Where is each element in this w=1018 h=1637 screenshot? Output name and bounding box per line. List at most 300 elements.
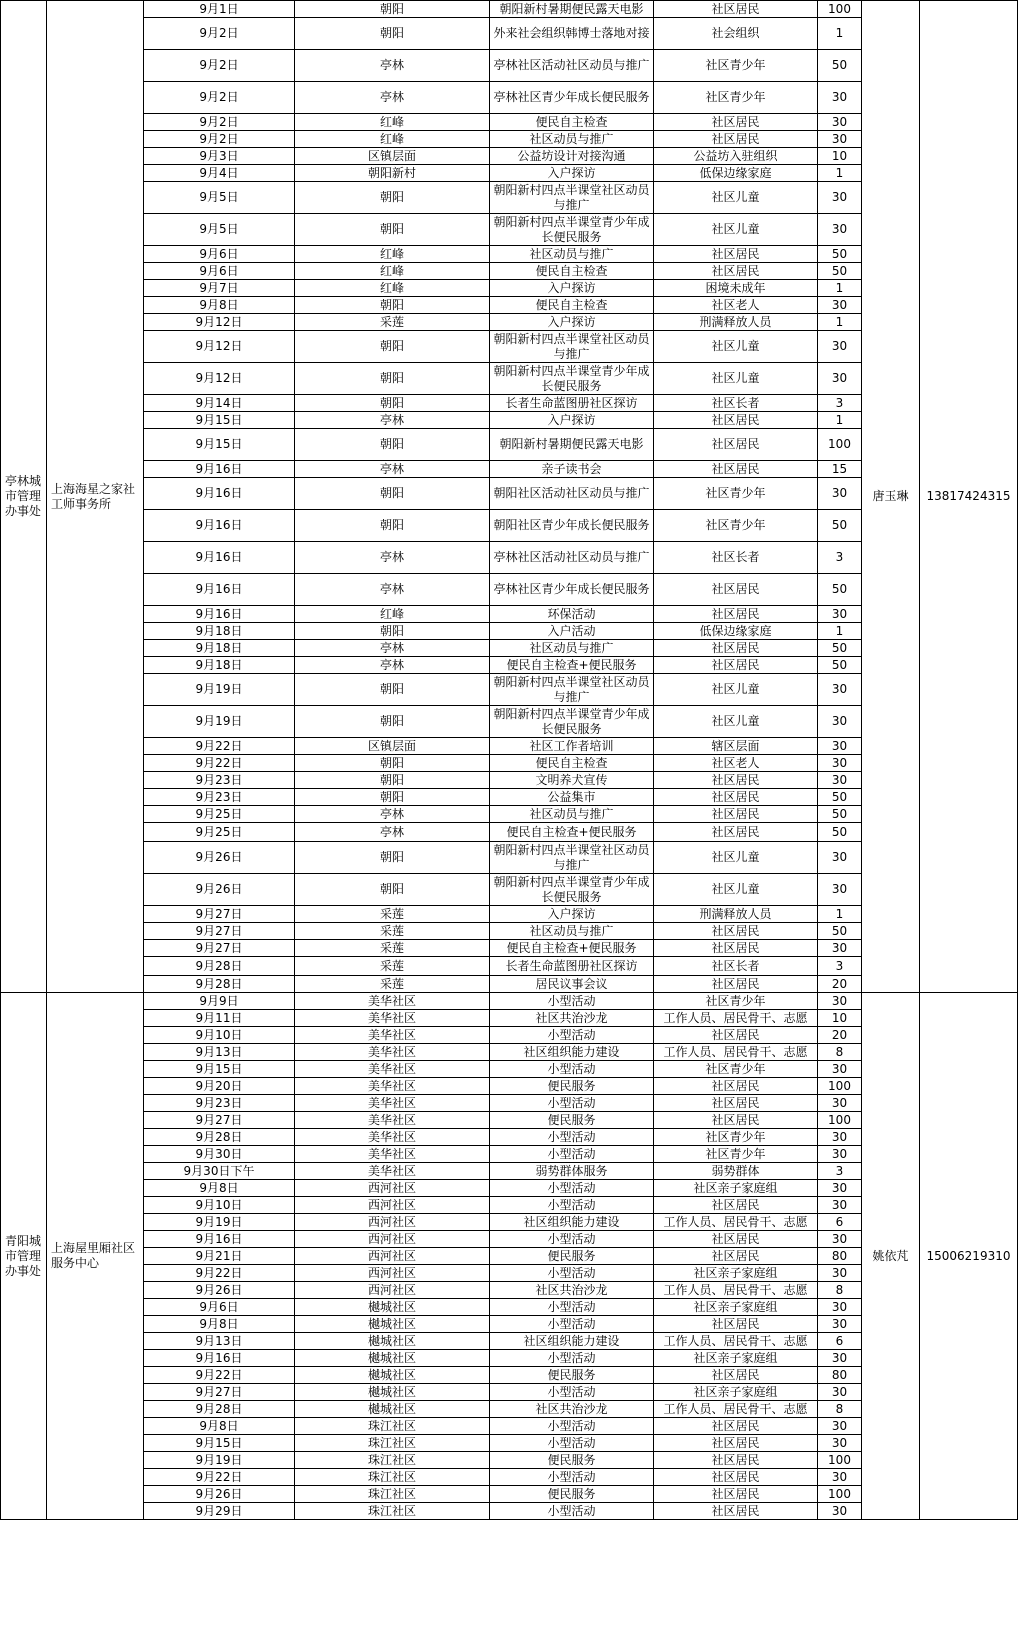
activity-cell: 社区共治沙龙 xyxy=(490,1401,654,1418)
participant-count-cell: 50 xyxy=(818,510,862,542)
participant-count-cell: 100 xyxy=(818,1078,862,1095)
participant-count-cell: 30 xyxy=(818,842,862,874)
audience-cell: 社区亲子家庭组 xyxy=(654,1180,818,1197)
location-cell: 朝阳 xyxy=(295,1,490,18)
participant-count-cell: 20 xyxy=(818,1027,862,1044)
participant-count-cell: 30 xyxy=(818,1197,862,1214)
date-cell: 9月23日 xyxy=(144,772,295,789)
date-cell: 9月15日 xyxy=(144,1061,295,1078)
date-cell: 9月25日 xyxy=(144,823,295,842)
audience-cell: 社区居民 xyxy=(654,114,818,131)
audience-cell: 工作人员、居民骨干、志愿 xyxy=(654,1401,818,1418)
date-cell: 9月26日 xyxy=(144,1282,295,1299)
date-cell: 9月16日 xyxy=(144,510,295,542)
location-cell: 采莲 xyxy=(295,957,490,976)
audience-cell: 社区亲子家庭组 xyxy=(654,1299,818,1316)
audience-cell: 社区居民 xyxy=(654,1367,818,1384)
audience-cell: 社区居民 xyxy=(654,574,818,606)
participant-count-cell: 30 xyxy=(818,182,862,214)
activity-cell: 小型活动 xyxy=(490,1231,654,1248)
location-cell: 美华社区 xyxy=(295,1129,490,1146)
audience-cell: 社区青少年 xyxy=(654,478,818,510)
participant-count-cell: 30 xyxy=(818,940,862,957)
date-cell: 9月16日 xyxy=(144,461,295,478)
location-cell: 朝阳 xyxy=(295,755,490,772)
participant-count-cell: 10 xyxy=(818,148,862,165)
date-cell: 9月22日 xyxy=(144,1265,295,1282)
location-cell: 红峰 xyxy=(295,114,490,131)
activity-cell: 小型活动 xyxy=(490,1503,654,1520)
location-cell: 珠江社区 xyxy=(295,1418,490,1435)
organization-cell: 上海海星之家社工师事务所 xyxy=(47,1,144,993)
activity-cell: 便民服务 xyxy=(490,1486,654,1503)
location-cell: 朝阳 xyxy=(295,772,490,789)
audience-cell: 工作人员、居民骨干、志愿 xyxy=(654,1044,818,1061)
date-cell: 9月2日 xyxy=(144,18,295,50)
activity-cell: 社区组织能力建设 xyxy=(490,1214,654,1231)
location-cell: 朝阳 xyxy=(295,510,490,542)
activity-cell: 亭林社区活动社区动员与推广 xyxy=(490,542,654,574)
activity-cell: 便民服务 xyxy=(490,1112,654,1129)
date-cell: 9月12日 xyxy=(144,363,295,395)
activity-cell: 小型活动 xyxy=(490,1146,654,1163)
audience-cell: 低保边缘家庭 xyxy=(654,623,818,640)
participant-count-cell: 1 xyxy=(818,18,862,50)
activity-cell: 便民自主检查 xyxy=(490,297,654,314)
activity-cell: 朝阳社区青少年成长便民服务 xyxy=(490,510,654,542)
audience-cell: 工作人员、居民骨干、志愿 xyxy=(654,1214,818,1231)
audience-cell: 社区亲子家庭组 xyxy=(654,1265,818,1282)
location-cell: 朝阳 xyxy=(295,18,490,50)
activity-cell: 便民自主检查 xyxy=(490,114,654,131)
participant-count-cell: 1 xyxy=(818,412,862,429)
audience-cell: 社区居民 xyxy=(654,1197,818,1214)
date-cell: 9月26日 xyxy=(144,874,295,906)
date-cell: 9月16日 xyxy=(144,574,295,606)
date-cell: 9月28日 xyxy=(144,1401,295,1418)
location-cell: 红峰 xyxy=(295,280,490,297)
activity-cell: 小型活动 xyxy=(490,993,654,1010)
date-cell: 9月21日 xyxy=(144,1248,295,1265)
date-cell: 9月8日 xyxy=(144,1418,295,1435)
date-cell: 9月28日 xyxy=(144,957,295,976)
activity-cell: 朝阳新村四点半课堂青少年成长便民服务 xyxy=(490,706,654,738)
participant-count-cell: 30 xyxy=(818,993,862,1010)
participant-count-cell: 50 xyxy=(818,640,862,657)
location-cell: 亭林 xyxy=(295,574,490,606)
activity-cell: 社区工作者培训 xyxy=(490,738,654,755)
activity-cell: 便民服务 xyxy=(490,1248,654,1265)
date-cell: 9月27日 xyxy=(144,906,295,923)
activity-cell: 便民自主检查+便民服务 xyxy=(490,940,654,957)
date-cell: 9月9日 xyxy=(144,993,295,1010)
date-cell: 9月27日 xyxy=(144,1112,295,1129)
audience-cell: 社区居民 xyxy=(654,1452,818,1469)
participant-count-cell: 30 xyxy=(818,1384,862,1401)
date-cell: 9月27日 xyxy=(144,1384,295,1401)
participant-count-cell: 30 xyxy=(818,1316,862,1333)
audience-cell: 社区居民 xyxy=(654,1027,818,1044)
participant-count-cell: 30 xyxy=(818,1129,862,1146)
audience-cell: 困境未成年 xyxy=(654,280,818,297)
participant-count-cell: 30 xyxy=(818,772,862,789)
location-cell: 樾城社区 xyxy=(295,1299,490,1316)
date-cell: 9月26日 xyxy=(144,1486,295,1503)
location-cell: 采莲 xyxy=(295,923,490,940)
audience-cell: 刑满释放人员 xyxy=(654,314,818,331)
date-cell: 9月6日 xyxy=(144,246,295,263)
location-cell: 珠江社区 xyxy=(295,1469,490,1486)
audience-cell: 社区儿童 xyxy=(654,363,818,395)
audience-cell: 社区长者 xyxy=(654,957,818,976)
participant-count-cell: 1 xyxy=(818,314,862,331)
audience-cell: 社区儿童 xyxy=(654,182,818,214)
audience-cell: 社区儿童 xyxy=(654,706,818,738)
office-cell: 青阳城市管理办事处 xyxy=(1,993,47,1520)
activity-cell: 小型活动 xyxy=(490,1061,654,1078)
date-cell: 9月8日 xyxy=(144,1180,295,1197)
participant-count-cell: 8 xyxy=(818,1282,862,1299)
activity-cell: 社区动员与推广 xyxy=(490,131,654,148)
activity-cell: 便民服务 xyxy=(490,1078,654,1095)
participant-count-cell: 8 xyxy=(818,1401,862,1418)
audience-cell: 社区居民 xyxy=(654,1231,818,1248)
activity-cell: 小型活动 xyxy=(490,1197,654,1214)
location-cell: 朝阳 xyxy=(295,297,490,314)
participant-count-cell: 50 xyxy=(818,657,862,674)
participant-count-cell: 50 xyxy=(818,263,862,280)
date-cell: 9月18日 xyxy=(144,657,295,674)
audience-cell: 社区居民 xyxy=(654,1503,818,1520)
activity-cell: 入户探访 xyxy=(490,412,654,429)
location-cell: 美华社区 xyxy=(295,1044,490,1061)
participant-count-cell: 50 xyxy=(818,823,862,842)
activity-cell: 社区共治沙龙 xyxy=(490,1282,654,1299)
participant-count-cell: 30 xyxy=(818,114,862,131)
participant-count-cell: 6 xyxy=(818,1333,862,1350)
audience-cell: 社区青少年 xyxy=(654,510,818,542)
activity-cell: 小型活动 xyxy=(490,1350,654,1367)
contact-person-cell: 姚依芃 xyxy=(862,993,920,1520)
participant-count-cell: 30 xyxy=(818,674,862,706)
date-cell: 9月25日 xyxy=(144,806,295,823)
audience-cell: 社区居民 xyxy=(654,1248,818,1265)
participant-count-cell: 30 xyxy=(818,1180,862,1197)
audience-cell: 社区居民 xyxy=(654,1469,818,1486)
audience-cell: 社区儿童 xyxy=(654,842,818,874)
location-cell: 采莲 xyxy=(295,976,490,993)
audience-cell: 社区居民 xyxy=(654,1418,818,1435)
activity-cell: 便民服务 xyxy=(490,1367,654,1384)
location-cell: 朝阳 xyxy=(295,789,490,806)
location-cell: 珠江社区 xyxy=(295,1503,490,1520)
participant-count-cell: 30 xyxy=(818,1350,862,1367)
audience-cell: 社区老人 xyxy=(654,755,818,772)
location-cell: 亭林 xyxy=(295,823,490,842)
audience-cell: 低保边缘家庭 xyxy=(654,165,818,182)
activity-cell: 环保活动 xyxy=(490,606,654,623)
participant-count-cell: 30 xyxy=(818,1469,862,1486)
audience-cell: 社区居民 xyxy=(654,606,818,623)
location-cell: 樾城社区 xyxy=(295,1316,490,1333)
activity-cell: 朝阳新村四点半课堂社区动员与推广 xyxy=(490,182,654,214)
activity-cell: 朝阳新村暑期便民露天电影 xyxy=(490,429,654,461)
participant-count-cell: 50 xyxy=(818,574,862,606)
activity-cell: 社区动员与推广 xyxy=(490,806,654,823)
audience-cell: 社区居民 xyxy=(654,772,818,789)
location-cell: 美华社区 xyxy=(295,1010,490,1027)
audience-cell: 社区居民 xyxy=(654,823,818,842)
location-cell: 亭林 xyxy=(295,412,490,429)
date-cell: 9月3日 xyxy=(144,148,295,165)
phone-cell: 15006219310 xyxy=(920,993,1018,1520)
location-cell: 西河社区 xyxy=(295,1265,490,1282)
activity-cell: 社区组织能力建设 xyxy=(490,1044,654,1061)
activity-cell: 长者生命蓝图册社区探访 xyxy=(490,957,654,976)
audience-cell: 社区居民 xyxy=(654,976,818,993)
participant-count-cell: 8 xyxy=(818,1044,862,1061)
activity-cell: 便民服务 xyxy=(490,1452,654,1469)
participant-count-cell: 50 xyxy=(818,789,862,806)
activity-cell: 朝阳新村四点半课堂青少年成长便民服务 xyxy=(490,214,654,246)
audience-cell: 社区居民 xyxy=(654,1095,818,1112)
activity-cell: 入户探访 xyxy=(490,906,654,923)
location-cell: 红峰 xyxy=(295,131,490,148)
participant-count-cell: 100 xyxy=(818,1452,862,1469)
date-cell: 9月4日 xyxy=(144,165,295,182)
location-cell: 朝阳 xyxy=(295,874,490,906)
location-cell: 红峰 xyxy=(295,246,490,263)
date-cell: 9月28日 xyxy=(144,1129,295,1146)
participant-count-cell: 50 xyxy=(818,923,862,940)
audience-cell: 社区儿童 xyxy=(654,874,818,906)
activity-cell: 文明养犬宣传 xyxy=(490,772,654,789)
location-cell: 区镇层面 xyxy=(295,738,490,755)
location-cell: 珠江社区 xyxy=(295,1452,490,1469)
activity-cell: 公益集市 xyxy=(490,789,654,806)
contact-person-cell: 唐玉琳 xyxy=(862,1,920,993)
location-cell: 朝阳 xyxy=(295,395,490,412)
date-cell: 9月2日 xyxy=(144,82,295,114)
participant-count-cell: 30 xyxy=(818,874,862,906)
participant-count-cell: 30 xyxy=(818,606,862,623)
activity-cell: 入户探访 xyxy=(490,280,654,297)
audience-cell: 社区居民 xyxy=(654,1078,818,1095)
participant-count-cell: 30 xyxy=(818,1418,862,1435)
audience-cell: 社区居民 xyxy=(654,263,818,280)
date-cell: 9月2日 xyxy=(144,114,295,131)
location-cell: 朝阳 xyxy=(295,182,490,214)
activity-cell: 社区动员与推广 xyxy=(490,246,654,263)
table-row xyxy=(1,993,1018,1010)
location-cell: 朝阳 xyxy=(295,214,490,246)
location-cell: 朝阳 xyxy=(295,331,490,363)
date-cell: 9月15日 xyxy=(144,1435,295,1452)
audience-cell: 社区长者 xyxy=(654,542,818,574)
activity-cell: 弱势群体服务 xyxy=(490,1163,654,1180)
activity-cell: 外来社会组织韩博士落地对接 xyxy=(490,18,654,50)
activity-cell: 朝阳新村四点半课堂青少年成长便民服务 xyxy=(490,363,654,395)
date-cell: 9月11日 xyxy=(144,1010,295,1027)
location-cell: 樾城社区 xyxy=(295,1384,490,1401)
location-cell: 西河社区 xyxy=(295,1282,490,1299)
activity-cell: 长者生命蓝图册社区探访 xyxy=(490,395,654,412)
participant-count-cell: 30 xyxy=(818,331,862,363)
date-cell: 9月13日 xyxy=(144,1333,295,1350)
date-cell: 9月1日 xyxy=(144,1,295,18)
participant-count-cell: 80 xyxy=(818,1367,862,1384)
activity-cell: 入户活动 xyxy=(490,623,654,640)
phone-cell: 13817424315 xyxy=(920,1,1018,993)
date-cell: 9月2日 xyxy=(144,50,295,82)
participant-count-cell: 50 xyxy=(818,246,862,263)
location-cell: 红峰 xyxy=(295,606,490,623)
participant-count-cell: 3 xyxy=(818,395,862,412)
audience-cell: 社区青少年 xyxy=(654,1129,818,1146)
audience-cell: 社区居民 xyxy=(654,461,818,478)
audience-cell: 社区居民 xyxy=(654,657,818,674)
activity-cell: 亭林社区青少年成长便民服务 xyxy=(490,82,654,114)
location-cell: 亭林 xyxy=(295,50,490,82)
audience-cell: 社区居民 xyxy=(654,940,818,957)
activity-cell: 公益坊设计对接沟通 xyxy=(490,148,654,165)
date-cell: 9月22日 xyxy=(144,1367,295,1384)
audience-cell: 社区居民 xyxy=(654,1435,818,1452)
activity-cell: 便民自主检查 xyxy=(490,755,654,772)
location-cell: 朝阳 xyxy=(295,623,490,640)
activity-cell: 社区动员与推广 xyxy=(490,640,654,657)
date-cell: 9月23日 xyxy=(144,1095,295,1112)
audience-cell: 辖区层面 xyxy=(654,738,818,755)
location-cell: 西河社区 xyxy=(295,1197,490,1214)
audience-cell: 社区儿童 xyxy=(654,331,818,363)
participant-count-cell: 30 xyxy=(818,1095,862,1112)
audience-cell: 社区居民 xyxy=(654,1316,818,1333)
audience-cell: 社区居民 xyxy=(654,412,818,429)
activity-cell: 小型活动 xyxy=(490,1316,654,1333)
participant-count-cell: 10 xyxy=(818,1010,862,1027)
location-cell: 朝阳 xyxy=(295,478,490,510)
location-cell: 西河社区 xyxy=(295,1180,490,1197)
location-cell: 亭林 xyxy=(295,542,490,574)
activity-cell: 亭林社区青少年成长便民服务 xyxy=(490,574,654,606)
participant-count-cell: 1 xyxy=(818,280,862,297)
date-cell: 9月8日 xyxy=(144,1316,295,1333)
participant-count-cell: 1 xyxy=(818,906,862,923)
activity-cell: 便民自主检查+便民服务 xyxy=(490,657,654,674)
location-cell: 采莲 xyxy=(295,906,490,923)
activity-cell: 居民议事会议 xyxy=(490,976,654,993)
date-cell: 9月15日 xyxy=(144,429,295,461)
location-cell: 朝阳 xyxy=(295,706,490,738)
activity-cell: 社区组织能力建设 xyxy=(490,1333,654,1350)
location-cell: 樾城社区 xyxy=(295,1401,490,1418)
audience-cell: 工作人员、居民骨干、志愿 xyxy=(654,1010,818,1027)
date-cell: 9月29日 xyxy=(144,1503,295,1520)
activity-cell: 小型活动 xyxy=(490,1027,654,1044)
location-cell: 樾城社区 xyxy=(295,1333,490,1350)
participant-count-cell: 3 xyxy=(818,1163,862,1180)
audience-cell: 社会组织 xyxy=(654,18,818,50)
location-cell: 美华社区 xyxy=(295,1027,490,1044)
location-cell: 西河社区 xyxy=(295,1248,490,1265)
table-row xyxy=(1,1,1018,18)
activity-cell: 朝阳新村四点半课堂社区动员与推广 xyxy=(490,674,654,706)
activity-cell: 社区动员与推广 xyxy=(490,923,654,940)
date-cell: 9月10日 xyxy=(144,1027,295,1044)
date-cell: 9月15日 xyxy=(144,412,295,429)
date-cell: 9月6日 xyxy=(144,1299,295,1316)
participant-count-cell: 50 xyxy=(818,50,862,82)
audience-cell: 社区居民 xyxy=(654,246,818,263)
audience-cell: 社区青少年 xyxy=(654,1061,818,1078)
audience-cell: 社区居民 xyxy=(654,923,818,940)
participant-count-cell: 100 xyxy=(818,429,862,461)
location-cell: 亭林 xyxy=(295,806,490,823)
date-cell: 9月18日 xyxy=(144,640,295,657)
location-cell: 美华社区 xyxy=(295,1112,490,1129)
audience-cell: 社区儿童 xyxy=(654,674,818,706)
audience-cell: 社区青少年 xyxy=(654,82,818,114)
audience-cell: 社区儿童 xyxy=(654,214,818,246)
participant-count-cell: 3 xyxy=(818,957,862,976)
participant-count-cell: 30 xyxy=(818,214,862,246)
audience-cell: 社区青少年 xyxy=(654,1146,818,1163)
activity-cell: 亭林社区活动社区动员与推广 xyxy=(490,50,654,82)
audience-cell: 社区居民 xyxy=(654,429,818,461)
participant-count-cell: 100 xyxy=(818,1112,862,1129)
date-cell: 9月7日 xyxy=(144,280,295,297)
date-cell: 9月16日 xyxy=(144,1350,295,1367)
participant-count-cell: 30 xyxy=(818,1061,862,1078)
participant-count-cell: 20 xyxy=(818,976,862,993)
activity-cell: 朝阳新村暑期便民露天电影 xyxy=(490,1,654,18)
audience-cell: 社区青少年 xyxy=(654,50,818,82)
date-cell: 9月14日 xyxy=(144,395,295,412)
table-body xyxy=(1,1,1018,1520)
audience-cell: 社区青少年 xyxy=(654,993,818,1010)
participant-count-cell: 30 xyxy=(818,478,862,510)
location-cell: 西河社区 xyxy=(295,1231,490,1248)
participant-count-cell: 3 xyxy=(818,542,862,574)
audience-cell: 社区居民 xyxy=(654,789,818,806)
date-cell: 9月19日 xyxy=(144,706,295,738)
participant-count-cell: 1 xyxy=(818,165,862,182)
location-cell: 美华社区 xyxy=(295,1163,490,1180)
date-cell: 9月23日 xyxy=(144,789,295,806)
location-cell: 珠江社区 xyxy=(295,1486,490,1503)
participant-count-cell: 30 xyxy=(818,1503,862,1520)
audience-cell: 社区居民 xyxy=(654,1112,818,1129)
participant-count-cell: 30 xyxy=(818,1435,862,1452)
participant-count-cell: 30 xyxy=(818,706,862,738)
participant-count-cell: 1 xyxy=(818,623,862,640)
location-cell: 朝阳 xyxy=(295,429,490,461)
participant-count-cell: 30 xyxy=(818,131,862,148)
location-cell: 美华社区 xyxy=(295,1078,490,1095)
location-cell: 区镇层面 xyxy=(295,148,490,165)
location-cell: 美华社区 xyxy=(295,1146,490,1163)
audience-cell: 公益坊入驻组织 xyxy=(654,148,818,165)
activity-cell: 入户探访 xyxy=(490,165,654,182)
date-cell: 9月20日 xyxy=(144,1078,295,1095)
date-cell: 9月8日 xyxy=(144,297,295,314)
activity-cell: 亲子读书会 xyxy=(490,461,654,478)
date-cell: 9月19日 xyxy=(144,674,295,706)
location-cell: 朝阳 xyxy=(295,674,490,706)
location-cell: 亭林 xyxy=(295,640,490,657)
activity-cell: 朝阳社区活动社区动员与推广 xyxy=(490,478,654,510)
